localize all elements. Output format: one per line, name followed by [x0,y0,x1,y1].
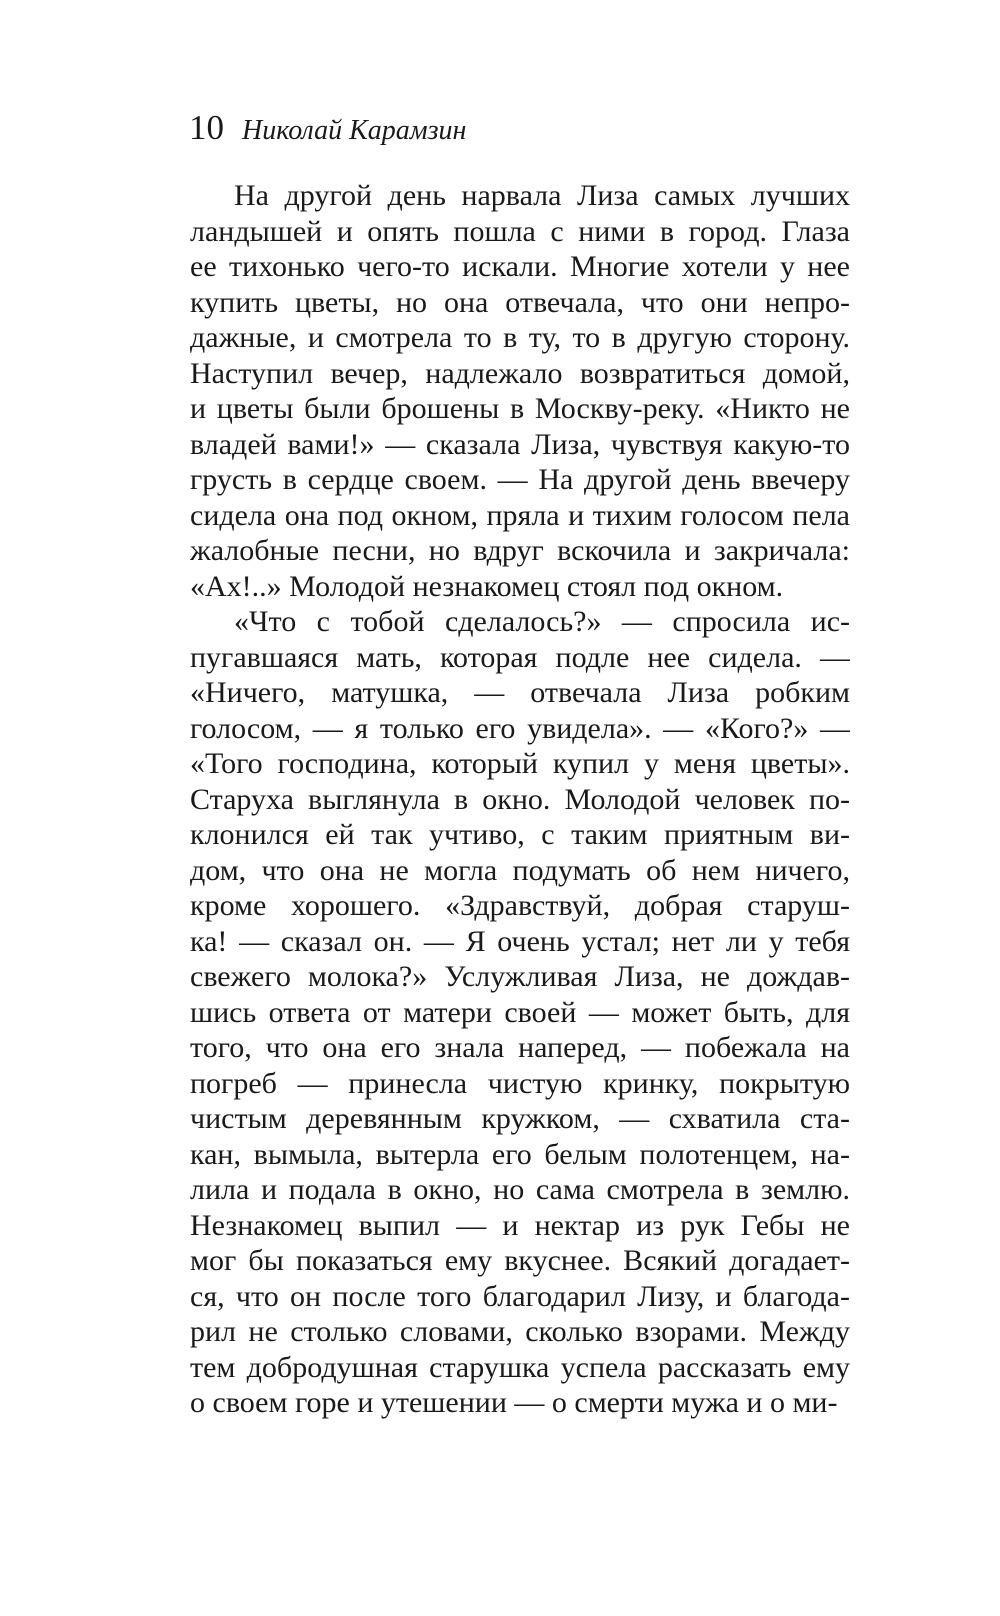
text-line: рил не столько словами, сколько взорами. Между [190,1315,850,1348]
body-text [190,178,850,1421]
text-line: клонился ей так учтиво, с таким приятным ви- [190,818,850,851]
text-line: погреб — принесла чистую кринку, покрытую [190,1066,850,1100]
text-line: свежего молока?» Услужливая Лиза, не дождав- [190,960,850,993]
text-line: голосом, — я только его увидела». — «Кого?» — [190,711,850,745]
page-number: 10 [189,108,224,147]
text-line: Незнакомец выпил — и нектар из рук Гебы не [190,1208,850,1242]
text-line: дажные, и смотрела то в ту, то в другую сторону. [190,321,850,354]
text-line: владей вами!» — сказала Лиза, чувствуя какую-то [190,427,850,461]
text-line: грусть в сердце своем. — На другой день ввечеру [190,463,850,496]
text-line: шись ответа от матери своей — может быть, для [190,995,850,1029]
text-line: ся, что он после того благодарил Лизу, и благода- [190,1279,850,1313]
text-line: «Что с тобой сделалось?» — спросила ис- [234,605,850,638]
text-line: Наступил вечер, надлежало возвратиться домой, [190,356,850,390]
running-head [189,108,466,148]
text-line: чистым деревянным кружком, — схватила ста- [190,1102,850,1135]
text-line: тем добродушная старушка успела рассказать ему [190,1350,850,1384]
text-line: ландышей и опять пошла с ними в город. Глаза [190,214,850,248]
text-line: «Ах!..» Молодой незнакомец стоял под окном. [190,569,784,603]
text-line: «Ничего, матушка, — отвечала Лиза робким [190,676,850,709]
text-line: дом, что она не могла подумать об нем ничего, [190,853,850,887]
text-line: жалобные песни, но вдруг вскочила и закричала: [190,534,850,567]
text-line: и цветы были брошены в Москву-реку. «Никто не [190,392,850,425]
paragraph [190,178,850,604]
text-line: На другой день нарвала Лиза самых лучших [234,179,850,212]
text-line: «Того господина, который купил у меня цветы». [190,747,850,780]
text-line: того, что она его знала наперед, — побежала на [190,1031,850,1064]
text-line: ее тихонько чего-то искали. Многие хотели у нее [190,250,850,283]
text-line: кроме хорошего. «Здравствуй, добрая старуш- [190,889,850,922]
text-line: пугавшаяся мать, которая подле нее сидела. — [190,640,850,674]
text-line: мог бы показаться ему вкуснее. Всякий догадает- [190,1244,850,1277]
text-line: кан, вымыла, вытерла его белым полотенцем, на- [190,1137,850,1171]
text-line: Старуха выглянула в окно. Молодой человек по- [190,782,850,816]
paragraph [190,604,850,1421]
text-line: ка! — сказал он. — Я очень устал; нет ли у тебя [190,924,850,958]
text-line: купить цветы, но она отвечала, что они непро- [190,285,850,319]
text-line: сидела она под окном, пряла и тихим голосом пела [190,498,850,532]
text-line: о своем горе и утешении — о смерти мужа и о ми- [190,1386,838,1419]
text-line: лила и подала в окно, но сама смотрела в землю. [190,1173,850,1206]
author-name: Николай Карамзин [242,115,467,146]
